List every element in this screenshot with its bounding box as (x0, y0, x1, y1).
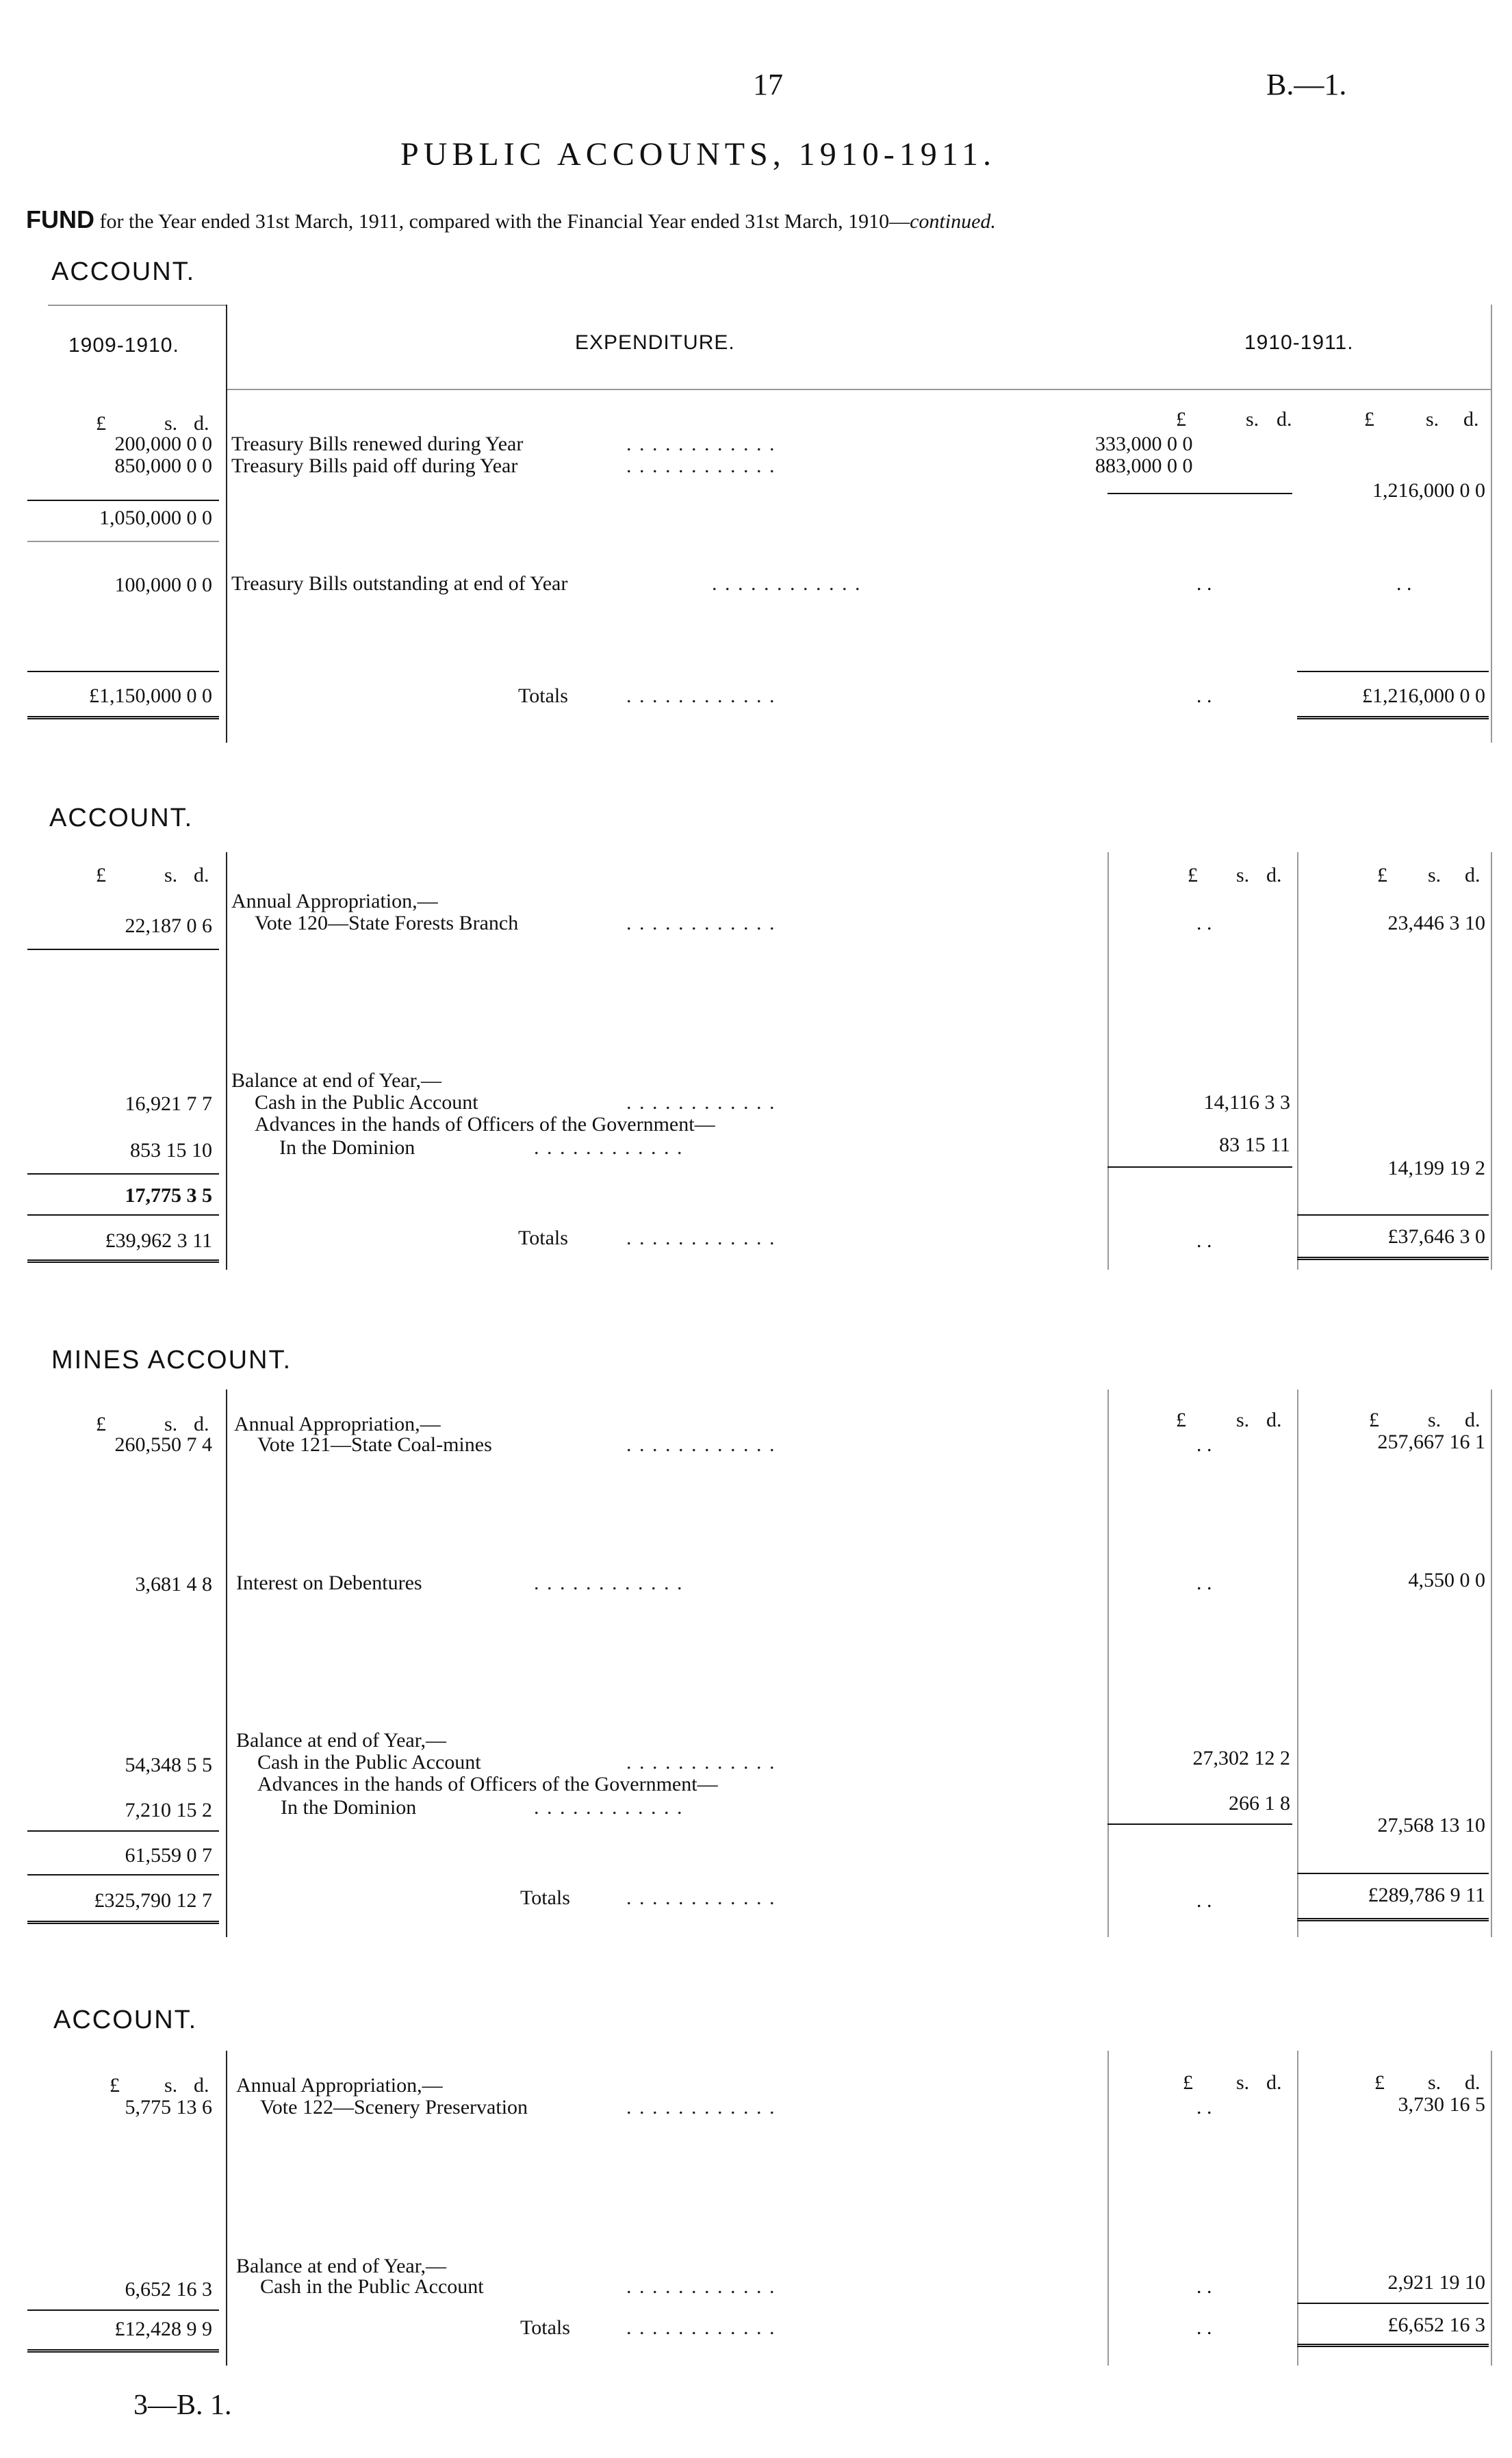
header-right-year: 1910-1911. (1244, 331, 1354, 354)
unit-pound: £ (1369, 1409, 1379, 1431)
double-rule (1297, 716, 1489, 719)
leader-dots: . . . . . . . . . . . . (626, 684, 776, 707)
row-label: Balance at end of Year,— (231, 1069, 442, 1092)
rule (1297, 1873, 1489, 1874)
unit-d: d. (1465, 2071, 1481, 2094)
unit-d: d. (1266, 1409, 1282, 1431)
leader-dots: . . . . . . . . . . . . (626, 1091, 776, 1114)
rule (27, 1214, 219, 1216)
rule (48, 305, 226, 306)
column-divider (1297, 1390, 1298, 1937)
unit-s: s. (164, 412, 178, 435)
row-label: Treasury Bills outstanding at end of Year (231, 572, 568, 595)
page-title: PUBLIC ACCOUNTS, 1910-1911. (400, 136, 996, 172)
right-total: £37,646 3 0 (1387, 1225, 1485, 1248)
left-amount: 853 15 10 (130, 1139, 212, 1162)
page-number: 17 (753, 68, 783, 101)
unit-s: s. (1426, 408, 1439, 431)
leader-dots: . . . . . . . . . . . . (712, 572, 862, 595)
row-label: Annual Appropriation,— (236, 2074, 443, 2097)
unit-s: s. (1236, 2071, 1250, 2094)
unit-pound: £ (1183, 2071, 1193, 2094)
column-divider (1491, 1390, 1492, 1937)
right-total: £289,786 9 11 (1368, 1884, 1485, 1906)
left-amount: 3,681 4 8 (135, 1573, 212, 1596)
mid-amount: 27,302 12 2 (1192, 1747, 1290, 1769)
mid-amount: . . (1196, 1889, 1212, 1912)
left-amount: 22,187 0 6 (125, 914, 212, 937)
unit-d: d. (1465, 1409, 1481, 1431)
subtitle-bold: FUND (26, 205, 94, 233)
rule (27, 500, 219, 501)
totals-label: Totals (520, 1886, 570, 1909)
left-total: £325,790 12 7 (94, 1889, 212, 1912)
unit-pound: £ (96, 864, 106, 886)
rule (1297, 2303, 1489, 2304)
column-divider (1491, 2051, 1492, 2366)
right-amount: . . (1396, 572, 1412, 595)
document-reference: B.—1. (1266, 68, 1347, 101)
leader-dots: . . . . . . . . . . . . (626, 2316, 776, 2339)
double-rule (27, 1259, 219, 1263)
left-amount: 6,652 16 3 (125, 2278, 212, 2301)
unit-d: d. (1465, 864, 1481, 886)
unit-s: s. (164, 2074, 178, 2097)
rule (226, 389, 1492, 390)
mid-amount: 83 15 11 (1219, 1134, 1290, 1156)
unit-s: s. (164, 864, 178, 886)
leader-dots: . . . . . . . . . . . . (626, 2275, 776, 2298)
rule (1297, 1214, 1489, 1216)
row-label: Cash in the Public Account (260, 2275, 484, 2298)
subtitle-text: for the Year ended 31st March, 1911, compared with the Financial Year ended 31st March, 1910— (99, 210, 910, 233)
row-label: Vote 121—State Coal-mines (257, 1433, 492, 1456)
rule (27, 541, 219, 542)
mid-amount: 266 1 8 (1229, 1792, 1290, 1815)
unit-pound: £ (96, 412, 106, 435)
unit-s: s. (1428, 2071, 1441, 2094)
unit-s: s. (1246, 408, 1259, 431)
leader-dots: . . . . . . . . . . . . (534, 1136, 684, 1159)
left-amount: 850,000 0 0 (114, 455, 212, 477)
unit-d: d. (1463, 408, 1479, 431)
column-divider (226, 852, 227, 1270)
mid-amount: . . (1196, 2096, 1212, 2118)
rule (1107, 1166, 1292, 1168)
right-amount: 3,730 16 5 (1398, 2093, 1485, 2116)
totals-label: Totals (518, 684, 568, 707)
leader-dots: . . . . . . . . . . . . (534, 1796, 684, 1819)
left-amount: 16,921 7 7 (125, 1092, 212, 1115)
section-title: ACCOUNT. (51, 257, 196, 286)
right-total: £6,652 16 3 (1387, 2314, 1485, 2336)
row-label: Cash in the Public Account (255, 1091, 478, 1114)
unit-d: d. (1266, 864, 1282, 886)
left-amount: 1,050,000 0 0 (99, 507, 212, 529)
mid-amount: . . (1196, 1572, 1212, 1594)
page-footer: 3—B. 1. (133, 2390, 232, 2421)
left-amount: 260,550 7 4 (114, 1433, 212, 1456)
right-total: £1,216,000 0 0 (1362, 684, 1485, 707)
right-amount: 14,199 19 2 (1387, 1157, 1485, 1179)
right-amount: 2,921 19 10 (1387, 2271, 1485, 2294)
row-label: Vote 122—Scenery Preservation (260, 2096, 528, 2118)
leader-dots: . . . . . . . . . . . . (626, 912, 776, 934)
rule (27, 1830, 219, 1832)
unit-pound: £ (1188, 864, 1198, 886)
unit-pound: £ (110, 2074, 120, 2097)
column-divider (1107, 852, 1109, 1270)
double-rule (27, 2349, 219, 2353)
mid-amount: 883,000 0 0 (1095, 455, 1193, 477)
rule (27, 671, 219, 672)
row-label: Cash in the Public Account (257, 1751, 481, 1774)
left-amount: 200,000 0 0 (114, 433, 212, 455)
double-rule (1297, 2344, 1489, 2347)
row-label: Annual Appropriation,— (231, 890, 438, 912)
totals-label: Totals (520, 2316, 570, 2339)
double-rule (1297, 1918, 1489, 1921)
left-amount: 17,775 3 5 (125, 1184, 212, 1207)
row-label: Annual Appropriation,— (234, 1413, 441, 1435)
mid-amount: . . (1196, 1433, 1212, 1456)
row-label: Balance at end of Year,— (236, 1729, 447, 1752)
unit-s: s. (164, 1413, 178, 1435)
mid-amount: . . (1196, 1229, 1212, 1252)
mid-amount: . . (1196, 684, 1212, 707)
rule (1107, 1823, 1292, 1825)
unit-pound: £ (1176, 1409, 1186, 1431)
page-subtitle (26, 205, 996, 234)
leader-dots: . . . . . . . . . . . . (626, 1751, 776, 1774)
mid-amount: . . (1196, 572, 1212, 595)
rule (1107, 493, 1292, 494)
column-divider (226, 1390, 227, 1937)
section-title: ACCOUNT. (49, 804, 194, 832)
row-label: Treasury Bills renewed during Year (231, 433, 524, 455)
right-amount: 27,568 13 10 (1377, 1814, 1485, 1836)
row-label: In the Dominion (281, 1796, 417, 1819)
mid-amount: . . (1196, 2316, 1212, 2339)
right-amount: 257,667 16 1 (1377, 1431, 1485, 1453)
unit-pound: £ (1364, 408, 1374, 431)
unit-s: s. (1428, 1409, 1441, 1431)
column-divider (1491, 305, 1492, 743)
double-rule (27, 716, 219, 719)
rule (27, 2309, 219, 2311)
leader-dots: . . . . . . . . . . . . (534, 1572, 684, 1594)
unit-s: s. (1428, 864, 1441, 886)
unit-d: d. (194, 1413, 209, 1435)
leader-dots: . . . . . . . . . . . . (626, 1886, 776, 1909)
unit-d: d. (194, 412, 209, 435)
header-left-year: 1909-1910. (68, 334, 179, 357)
rule (27, 949, 219, 950)
leader-dots: . . . . . . . . . . . . (626, 2096, 776, 2118)
column-divider (1107, 1390, 1109, 1937)
left-total: £1,150,000 0 0 (89, 684, 212, 707)
row-label: Vote 120—State Forests Branch (255, 912, 519, 934)
unit-s: s. (1236, 864, 1250, 886)
header-expenditure: EXPENDITURE. (575, 331, 735, 354)
left-amount: 7,210 15 2 (125, 1799, 212, 1821)
section-title: MINES ACCOUNT. (51, 1346, 292, 1374)
rule (1297, 671, 1489, 672)
row-label: Advances in the hands of Officers of the Government— (257, 1773, 718, 1795)
row-label: Treasury Bills paid off during Year (231, 455, 518, 477)
totals-label: Totals (518, 1227, 568, 1249)
right-amount: 1,216,000 0 0 (1372, 479, 1485, 502)
row-label: Advances in the hands of Officers of the Government— (255, 1113, 715, 1136)
unit-pound: £ (96, 1413, 106, 1435)
unit-d: d. (194, 2074, 209, 2097)
left-total: £12,428 9 9 (114, 2318, 212, 2340)
row-label: Interest on Debentures (236, 1572, 422, 1594)
leader-dots: . . . . . . . . . . . . (626, 1227, 776, 1249)
leader-dots: . . . . . . . . . . . . (626, 1433, 776, 1456)
mid-amount: . . (1196, 2275, 1212, 2298)
column-divider (1491, 852, 1492, 1270)
right-amount: 23,446 3 10 (1387, 912, 1485, 934)
rule (27, 1173, 219, 1175)
mid-amount: . . (1196, 912, 1212, 934)
unit-pound: £ (1176, 408, 1186, 431)
row-label: In the Dominion (279, 1136, 415, 1159)
unit-s: s. (1236, 1409, 1250, 1431)
left-total: £39,962 3 11 (105, 1229, 212, 1252)
left-amount: 100,000 0 0 (114, 574, 212, 596)
leader-dots: . . . . . . . . . . . . (626, 455, 776, 477)
section-title: ACCOUNT. (53, 2006, 198, 2034)
column-divider (226, 2051, 227, 2366)
column-divider (226, 305, 227, 743)
left-amount: 5,775 13 6 (125, 2096, 212, 2118)
unit-d: d. (1266, 2071, 1282, 2094)
unit-pound: £ (1377, 864, 1387, 886)
unit-d: d. (194, 864, 209, 886)
mid-amount: 14,116 3 3 (1203, 1091, 1290, 1114)
right-amount: 4,550 0 0 (1408, 1569, 1485, 1591)
leader-dots: . . . . . . . . . . . . (626, 433, 776, 455)
left-amount: 54,348 5 5 (125, 1754, 212, 1776)
subtitle-italic: continued. (910, 210, 996, 233)
left-amount: 61,559 0 7 (125, 1844, 212, 1867)
unit-pound: £ (1374, 2071, 1385, 2094)
row-label: Balance at end of Year,— (236, 2255, 447, 2277)
double-rule (27, 1921, 219, 1924)
rule (27, 1874, 219, 1875)
mid-amount: 333,000 0 0 (1095, 433, 1193, 455)
double-rule (1297, 1257, 1489, 1260)
unit-d: d. (1277, 408, 1292, 431)
column-divider (1107, 2051, 1109, 2366)
